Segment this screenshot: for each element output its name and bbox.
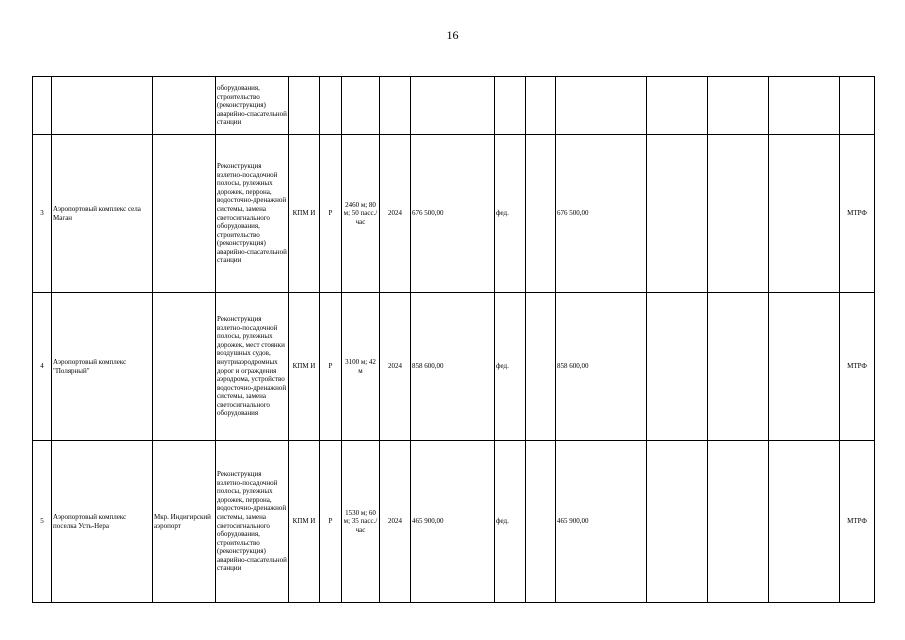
row-number: 5 xyxy=(33,441,52,603)
work-description: оборудования, строительство (реконструкция) аварийно-спасательной станции xyxy=(216,77,289,135)
object-name xyxy=(52,77,153,135)
table-row xyxy=(33,293,875,441)
row-number: 4 xyxy=(33,293,52,441)
work-description: Реконструкция взлетно-посадочной полосы, рулежных дорожек, перрона, водосточно-дренажной системы, замена светосигнального оборудования, строительство (реконструкция) аварийно-спасательной станции xyxy=(216,441,289,603)
empty-cell xyxy=(769,135,840,293)
object-stage: Р xyxy=(320,441,342,603)
empty-cell xyxy=(647,293,708,441)
funding-source: фед. xyxy=(495,293,526,441)
completion-year: 2024 xyxy=(380,441,411,603)
object-stage: Р xyxy=(320,293,342,441)
federal-amount: 858 600,00 xyxy=(556,293,647,441)
empty-cell xyxy=(647,135,708,293)
page-number: 16 xyxy=(446,28,459,42)
work-description: Реконструкция взлетно-посадочной полосы, рулежных дорожек, мест стоянки воздушных судов, внутриаэродромных дорог и ограждения аэродрома, устройство водосточно-дренажной системы, замена светосигнального оборудования xyxy=(216,293,289,441)
empty-cell xyxy=(708,135,769,293)
empty-cell xyxy=(708,77,769,135)
empty-cell xyxy=(647,441,708,603)
empty-cell xyxy=(647,77,708,135)
empty-cell xyxy=(769,77,840,135)
funding-source: фед. xyxy=(495,135,526,293)
object-name: Аэропортовый комплекс села Маган xyxy=(52,135,153,293)
total-cost: 858 600,00 xyxy=(411,293,495,441)
completion-year: 2024 xyxy=(380,135,411,293)
customer: МТРФ xyxy=(840,135,875,293)
object-type: КПМ И xyxy=(289,441,320,603)
federal-amount xyxy=(556,77,647,135)
empty-cell xyxy=(526,77,556,135)
objects-table xyxy=(32,76,875,603)
object-location xyxy=(153,135,216,293)
table-row xyxy=(33,441,875,603)
object-name: Аэропортовый комплекс поселка Усть-Нера xyxy=(52,441,153,603)
object-capacity: 3100 м; 42 м xyxy=(342,293,380,441)
row-number xyxy=(33,77,52,135)
empty-cell xyxy=(526,135,556,293)
empty-cell xyxy=(526,441,556,603)
object-stage xyxy=(320,77,342,135)
customer xyxy=(840,77,875,135)
funding-source xyxy=(495,77,526,135)
completion-year xyxy=(380,77,411,135)
table-row xyxy=(33,135,875,293)
empty-cell xyxy=(708,441,769,603)
empty-cell xyxy=(708,293,769,441)
empty-cell xyxy=(769,441,840,603)
total-cost xyxy=(411,77,495,135)
object-type xyxy=(289,77,320,135)
object-type: КПМ И xyxy=(289,135,320,293)
object-type: КПМ И xyxy=(289,293,320,441)
object-name: Аэропортовый комплекс "Полярный" xyxy=(52,293,153,441)
customer: МТРФ xyxy=(840,441,875,603)
empty-cell xyxy=(526,293,556,441)
empty-cell xyxy=(769,293,840,441)
object-location xyxy=(153,77,216,135)
row-number: 3 xyxy=(33,135,52,293)
federal-amount: 676 500,00 xyxy=(556,135,647,293)
object-capacity xyxy=(342,77,380,135)
table-body xyxy=(33,77,875,603)
object-capacity: 2460 м; 80 м; 50 пасс./час xyxy=(342,135,380,293)
total-cost: 676 500,00 xyxy=(411,135,495,293)
object-stage: Р xyxy=(320,135,342,293)
total-cost: 465 900,00 xyxy=(411,441,495,603)
table-row xyxy=(33,77,875,135)
work-description: Реконструкция взлетно-посадочной полосы, рулежных дорожек, перрона, водосточно-дренажной системы, замена светосигнального оборудования, строительство (реконструкция) аварийно-спасательной станции xyxy=(216,135,289,293)
funding-source: фед. xyxy=(495,441,526,603)
completion-year: 2024 xyxy=(380,293,411,441)
object-capacity: 1530 м; 60 м; 35 пасс./час xyxy=(342,441,380,603)
object-location xyxy=(153,293,216,441)
customer: МТРФ xyxy=(840,293,875,441)
object-location: Мкр. Индигирский аэропорт xyxy=(153,441,216,603)
federal-amount: 465 900,00 xyxy=(556,441,647,603)
